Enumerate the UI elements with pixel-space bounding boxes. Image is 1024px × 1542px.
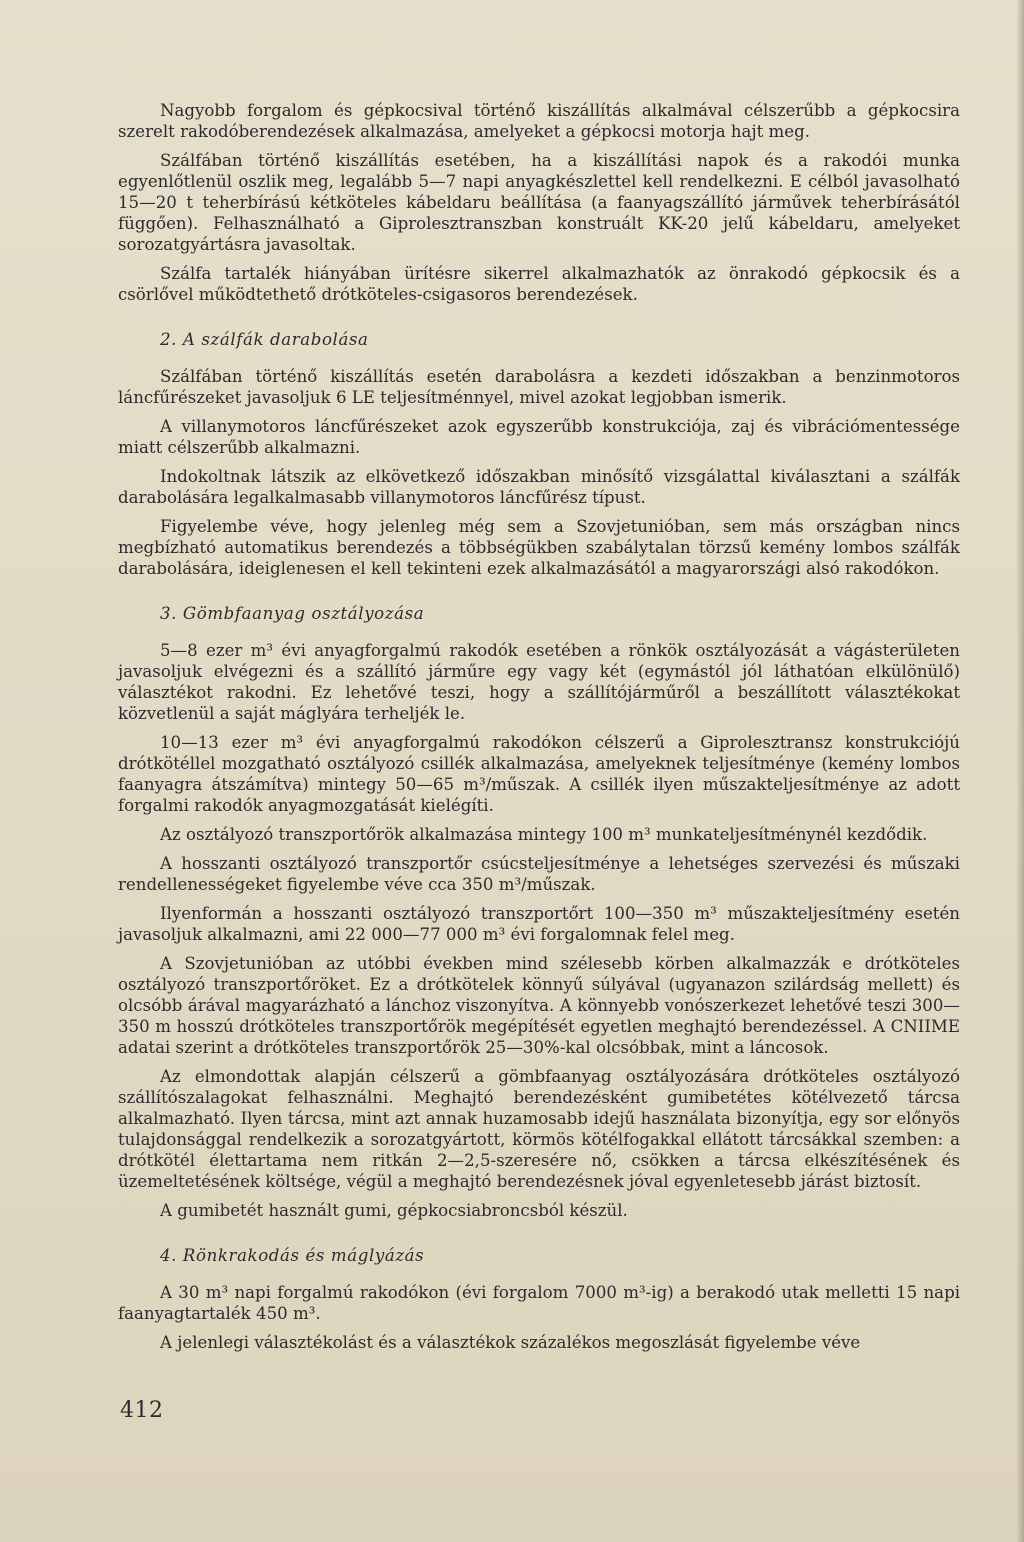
section-heading-2: 2. A szálfák darabolása [160,330,369,349]
section-heading-3: 3. Gömbfaanyag osztályozása [160,604,425,623]
paragraph: Az osztályozó transzportőrök alkalmazása mintegy 100 m³ munkateljesítménynél kezdődik. [160,825,928,844]
paragraph: A gumibetét használt gumi, gépkocsiabroncsból készül. [160,1201,628,1220]
paragraph: Szálfa tartalék hiányában ürítésre sikerrel alkalmazhatók az önrakodó gépkocsik és a csörlővel működtethető drótköteles-csigasoros berendezések. [118,264,960,304]
paragraph: Az elmondottak alapján célszerű a gömbfaanyag osztályozására drótköteles osztályozó szállítószalagokat felhasználni. Meghajtó berendezésként gumibetétes kötélvezető tárcsa alkalmazható. Ilyen tárcsa, mint azt annak huzamosabb idejű használata bizonyítja, egy sor előnyös tulajdonsággal rendelkezik a sorozatgyártott, körmös kötélfogakkal ellátott tárcsákkal szemben: a drótkötél élettartama nem ritkán 2—2,5-szeresére nő, csökken a tárcsa elkészítésének és üzemeltetésének költsége, végül a meghajtó berendezésnek jóval egyenletesebb járást biztosít. [118,1067,960,1191]
paragraph: A villanymotoros láncfűrészeket azok egyszerűbb konstrukciója, zaj és vibrációmentessége miatt célszerűbb alkalmazni. [118,417,960,457]
page-edge-shadow [1016,0,1024,1542]
paragraph: Szálfában történő kiszállítás esetében, ha a kiszállítási napok és a rakodói munka egyenlőtlenül oszlik meg, legalább 5—7 napi anyagkészlettel kell rendelkezni. E célból javasolható 15—20 t teherbírású kétköteles kábeldaru beállítása (a faanyagszállító járművek teherbírásától függően). Felhasználható a Giprolesztranszban konstruált KK-20 jelű kábeldaru, amelyeket sorozatgyártásra javasoltak. [118,151,960,254]
paragraph: Ilyenformán a hosszanti osztályozó transzportőrt 100—350 m³ műszakteljesítmény esetén javasoljuk alkalmazni, ami 22 000—77 000 m³ évi forgalomnak felel meg. [118,904,960,944]
paragraph: A Szovjetunióban az utóbbi években mind szélesebb körben alkalmazzák e drótköteles osztályozó transzportőröket. Ez a drótkötelek könnyű súlyával (ugyanazon szilárdság mellett) és olcsóbb árával magyarázható a lánchoz viszonyítva. A könnyebb vonószerkezet lehetővé teszi 300—350 m hosszú drótköteles transzportőrök megépítését egyetlen meghajtó berendezéssel. A CNIIME adatai szerint a drótköteles transzportőrök 25—30%-kal olcsóbbak, mint a láncosok. [118,954,960,1057]
paragraph: Nagyobb forgalom és gépkocsival történő kiszállítás alkalmával célszerűbb a gépkocsira szerelt rakodóberendezések alkalmazása, amelyeket a gépkocsi motorja hajt meg. [118,101,960,141]
text-body [118,100,960,1361]
paragraph: A jelenlegi választékolást és a választékok százalékos megoszlását figyelembe véve [160,1333,861,1352]
page-number: 412 [120,1398,164,1423]
paragraph: 5—8 ezer m³ évi anyagforgalmú rakodók esetében a rönkök osztályozását a vágásterületen javasoljuk elvégezni és a szállító járműre egy vagy két (egymástól jól láthatóan elkülönülő) választékot rakodni. Ez lehetővé teszi, hogy a szállítójárműről a beszállított választékokat közvetlenül a saját máglyára terheljék le. [118,641,960,723]
paragraph: A 30 m³ napi forgalmú rakodókon (évi forgalom 7000 m³-ig) a berakodó utak melletti 15 napi faanyagtartalék 450 m³. [118,1283,960,1323]
paragraph: Szálfában történő kiszállítás esetén darabolásra a kezdeti időszakban a benzinmotoros láncfűrészeket javasoljuk 6 LE teljesítménnyel, mivel azokat legjobban ismerik. [118,367,960,407]
paragraph: Figyelembe véve, hogy jelenleg még sem a Szovjetunióban, sem más országban nincs megbízható automatikus berendezés a többségükben szabálytalan törzsű kemény lombos szálfák darabolására, ideiglenesen el kell tekinteni ezek alkalmazásától a magyarországi alsó rakodókon. [118,517,960,578]
paragraph: Indokoltnak látszik az elkövetkező időszakban minősítő vizsgálattal kiválasztani a szálfák darabolására legalkalmasabb villanymotoros láncfűrész típust. [118,467,960,507]
paragraph: A hosszanti osztályozó transzportőr csúcsteljesítménye a lehetséges szervezési és műszaki rendellenességeket figyelembe véve cca 350 m³/műszak. [118,854,960,894]
paragraph: 10—13 ezer m³ évi anyagforgalmú rakodókon célszerű a Giprolesztransz konstrukciójú drótkötéllel mozgatható osztályozó csillék alkalmazása, amelyeknek teljesítménye (kemény lombos faanyagra átszámítva) mintegy 50—65 m³/műszak. A csillék ilyen műszakteljesítménye az adott forgalmi rakodók anyagmozgatását kielégíti. [118,733,960,815]
section-heading-4: 4. Rönkrakodás és máglyázás [160,1246,425,1265]
